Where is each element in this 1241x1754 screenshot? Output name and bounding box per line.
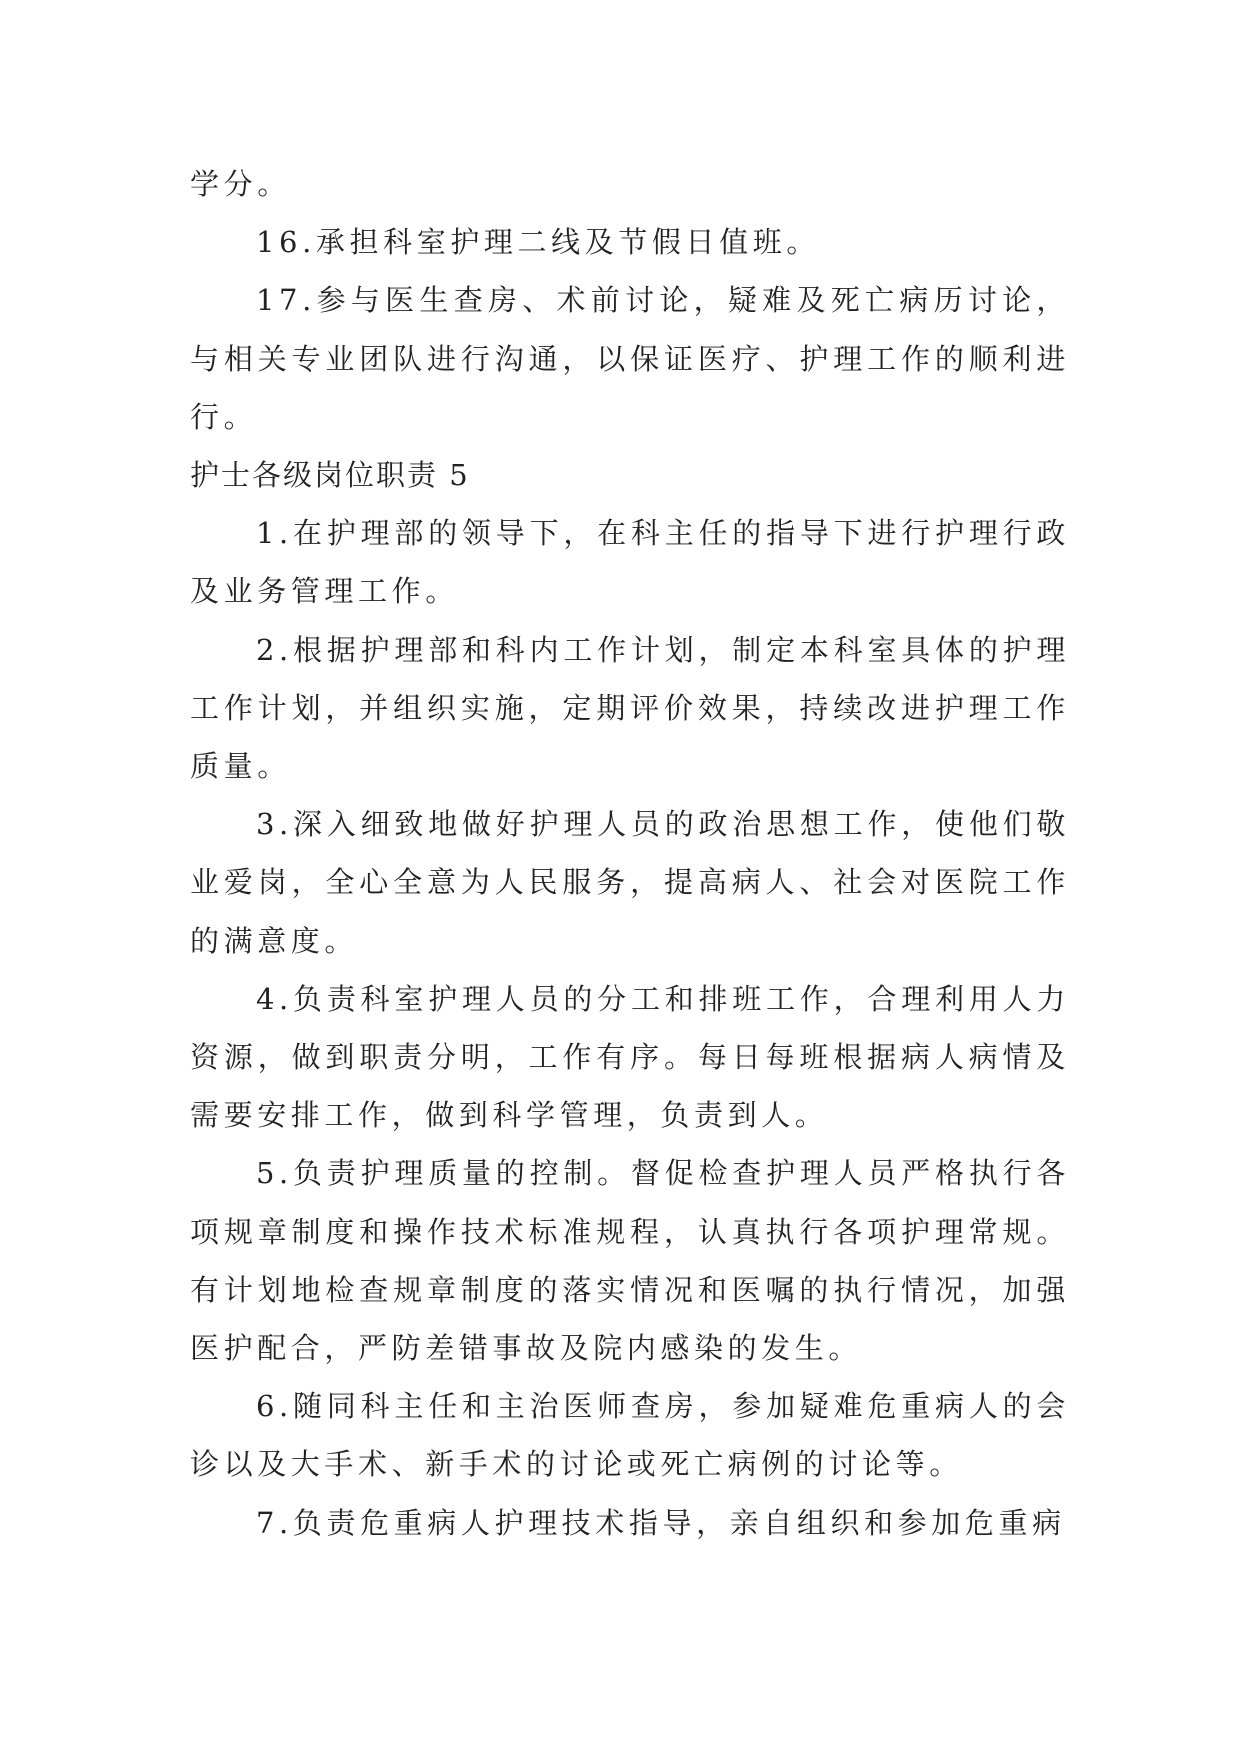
list-item-7: 7.负责危重病人护理技术指导，亲自组织和参加危重病 <box>256 1505 1066 1540</box>
list-item-16: 16.承担科室护理二线及节假日值班。 <box>256 225 820 260</box>
list-item-1: 1.在护理部的领导下，在科主任的指导下进行护理行政及业务管理工作。 <box>190 516 1070 609</box>
list-item-17: 17.参与医生查房、术前讨论，疑难及死亡病历讨论，与相关专业团队进行沟通，以保证医疗、护理工作的顺利进行。 <box>190 283 1070 434</box>
paragraph-continuation: 学分。 <box>190 167 291 201</box>
document-body <box>190 155 1070 1552</box>
list-item-3: 3.深入细致地做好护理人员的政治思想工作，使他们敬业爱岗，全心全意为人民服务，提高病人、社会对医院工作的满意度。 <box>190 807 1070 958</box>
list-item-2: 2.根据护理部和科内工作计划，制定本科室具体的护理工作计划，并组织实施，定期评价效果，持续改进护理工作质量。 <box>190 632 1070 784</box>
list-item-6: 6.随同科主任和主治医师查房，参加疑难危重病人的会诊以及大手术、新手术的讨论或死亡病例的讨论等。 <box>190 1389 1070 1482</box>
list-item-5: 5.负责护理质量的控制。督促检查护理人员严格执行各项规章制度和操作技术标准规程，认真执行各项护理常规。有计划地检查规章制度的落实情况和医嘱的执行情况，加强医护配合，严防差错事故及院内感染的发生。 <box>190 1156 1070 1366</box>
list-item-4: 4.负责科室护理人员的分工和排班工作，合理利用人力资源，做到职责分明，工作有序。每日每班根据病人病情及需要安排工作，做到科学管理，负责到人。 <box>190 981 1070 1133</box>
section-heading: 护士各级岗位职责 5 <box>190 458 470 493</box>
